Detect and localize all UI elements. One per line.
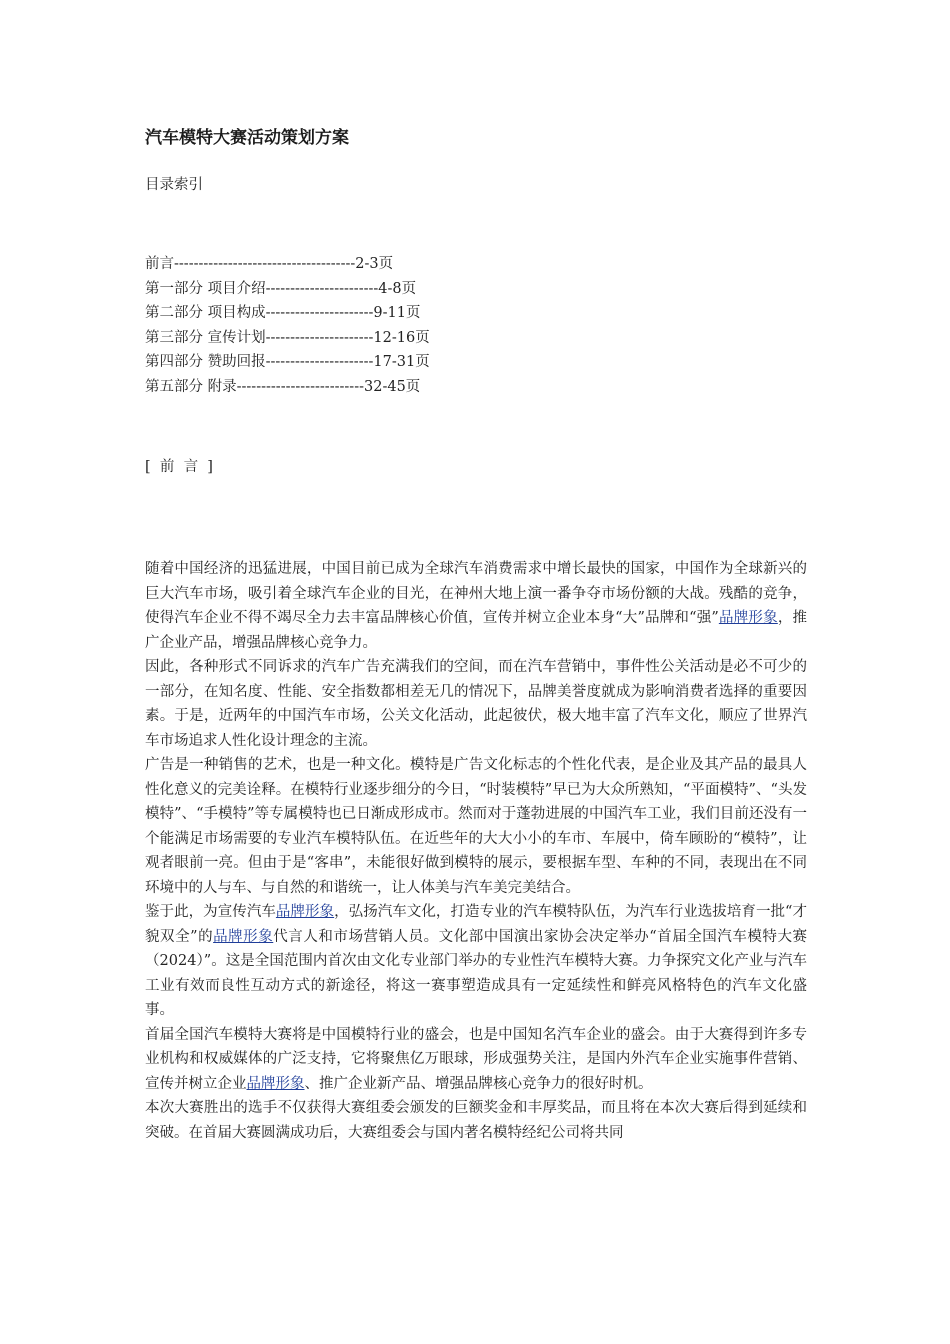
paragraph-1 xyxy=(145,557,807,655)
paragraph-4-text-a: 鉴于此，为宣传汽车 xyxy=(145,904,276,920)
brand-image-link[interactable]: 品牌形象 xyxy=(275,904,335,920)
table-of-contents xyxy=(145,252,430,400)
paragraph-4-text-b: ，弘扬汽车文化，打造专业的汽车模特队伍，为汽车行业选拔培育一批“才貌双全”的 xyxy=(145,904,807,945)
paragraph-1-text-b: ，推广企业产品，增强品牌核心竞争力。 xyxy=(145,610,808,651)
toc-item-part-1: 第一部分 项目介绍-----------------------4-8页 xyxy=(145,280,417,297)
document-title: 汽车模特大赛活动策划方案 xyxy=(145,128,349,148)
paragraph-2: 因此，各种形式不同诉求的汽车广告充满我们的空间，而在汽车营销中，事件性公关活动是必不可少的一部分，在知名度、性能、安全指数都相差无几的情况下，品牌美誉度就成为影响消费者选择的重要因素。于是，近两年的中国汽车市场，公关文化活动，此起彼伏，极大地丰富了汽车文化，顺应了世界汽车市场追求人性化设计理念的主流。 xyxy=(145,659,807,749)
preface-heading: [ 前 言 ] xyxy=(145,459,213,475)
paragraph-5 xyxy=(145,1023,807,1097)
paragraph-5-text-a: 首届全国汽车模特大赛将是中国模特行业的盛会，也是中国知名汽车企业的盛会。由于大赛得到许多专业机构和权威媒体的广泛支持，它将聚焦亿万眼球，形成强势关注，是国内外汽车企业实施事件营销、宣传并树立企业 xyxy=(145,1026,807,1092)
toc-item-part-3: 第三部分 宣传计划----------------------12-16页 xyxy=(145,329,430,346)
toc-item-part-2: 第二部分 项目构成----------------------9-11页 xyxy=(145,305,421,322)
toc-item-part-5: 第五部分 附录--------------------------32-45页 xyxy=(145,378,421,395)
toc-item-part-4: 第四部分 赞助回报----------------------17-31页 xyxy=(145,354,430,371)
paragraph-1-text-a: 随着中国经济的迅猛进展，中国目前已成为全球汽车消费需求中增长最快的国家，中国作为全球新兴的巨大汽车市场，吸引着全球汽车企业的目光，在神州大地上演一番争夺市场份额的大战。残酷的竞争，使得汽车企业不得不竭尽全力去丰富品牌核心价值，宣传并树立企业本身“大”品牌和“强” xyxy=(145,561,807,626)
paragraph-3: 广告是一种销售的艺术，也是一种文化。模特是广告文化标志的个性化代表，是企业及其产品的最具人性化意义的完美诠释。在模特行业逐步细分的今日，“时装模特”早已为大众所熟知，“平面模特”、“头发模特”、“手模特”等专属模特也已日渐成形成市。然而对于蓬勃进展的中国汽车工业，我们目前还没有一个能满足市场需要的专业汽车模特队伍。在近些年的大大小小的车市、车展中，倚车顾盼的“模特”，让观者眼前一亮。但由于是“客串”，未能很好做到模特的展示，要根据车型、车种的不同，表现出在不同环境中的人与车、与自然的和谐统一，让人体美与汽车美完美结合。 xyxy=(145,757,807,896)
brand-image-link[interactable]: 品牌形象 xyxy=(213,928,274,945)
paragraph-6: 本次大赛胜出的选手不仅获得大赛组委会颁发的巨额奖金和丰厚奖品，而且将在本次大赛后得到延续和突破。在首届大赛圆满成功后，大赛组委会与国内著名模特经纪公司将共同 xyxy=(145,1100,807,1141)
paragraph-4-text-c: 代言人和市场营销人员。文化部中国演出家协会决定举办“首届全国汽车模特大赛（2024）”。这是全国范围内首次由文化专业部门举办的专业性汽车模特大赛。力争探究文化产业与汽车工业有效而良性互动方式的新途径，将这一赛事塑造成具有一定延续性和鲜亮风格特色的汽车文化盛事。 xyxy=(145,928,807,1018)
paragraph-4 xyxy=(145,900,807,1023)
brand-image-link[interactable]: 品牌形象 xyxy=(718,610,778,626)
toc-heading: 目录索引 xyxy=(145,177,203,193)
toc-item-preface: 前言-------------------------------------2-3页 xyxy=(145,256,394,272)
brand-image-link[interactable]: 品牌形象 xyxy=(246,1075,305,1092)
paragraph-5-text-b: 、推广企业新产品、增强品牌核心竞争力的很好时机。 xyxy=(304,1075,653,1092)
preface-body xyxy=(145,557,807,1145)
